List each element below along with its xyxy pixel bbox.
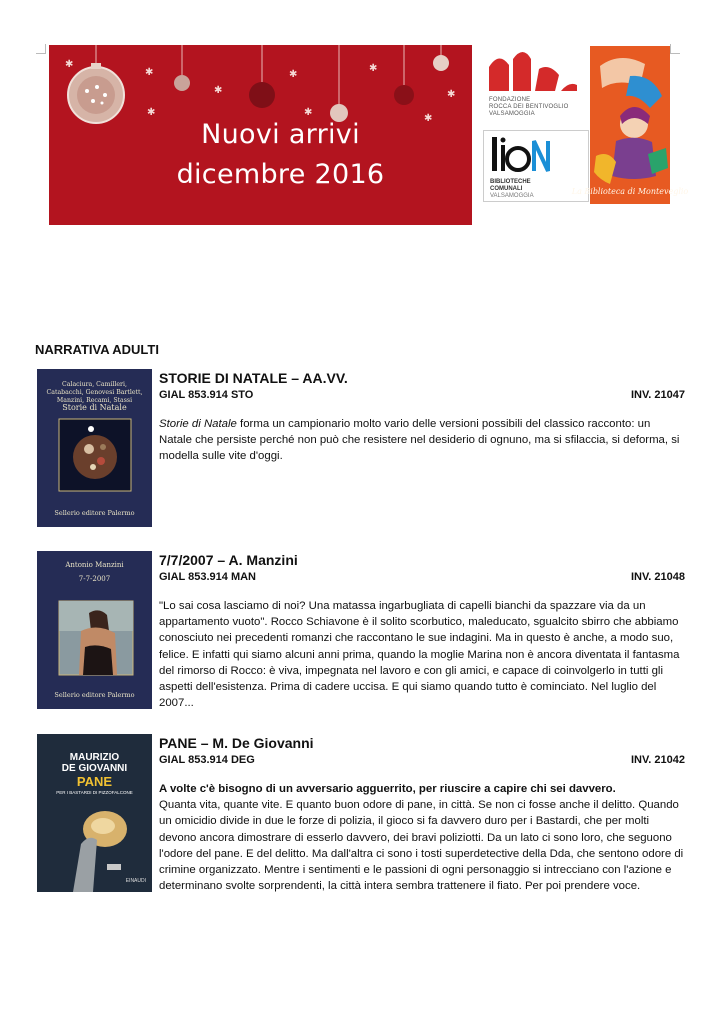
inventory-number: INV. 21048	[630, 571, 685, 583]
book-cover	[37, 369, 152, 527]
cover-authors: Calaciura, Camilleri, Catabacchi, Genovesi Bartlett, Manzini, Recami, Stassi	[46, 381, 143, 404]
cover-title: 7-7-2007	[78, 575, 111, 583]
svg-text:✱: ✱	[289, 69, 298, 80]
book-cover	[37, 734, 152, 892]
illustration-graphic	[571, 46, 689, 204]
book-cover	[37, 551, 152, 709]
banner-line-2: dicembre 2016	[176, 159, 385, 190]
cover-publisher: EINAUDI	[125, 878, 146, 884]
shelf-code: GIAL 853.914 MAN	[159, 571, 257, 583]
header-banner	[49, 45, 472, 225]
fondazione-line-3: VALSAMOGGIA	[489, 111, 535, 117]
cover-publisher: Sellerio editore Palermo	[54, 691, 135, 699]
svg-text:✱: ✱	[447, 89, 456, 100]
svg-text:✱: ✱	[424, 113, 433, 124]
book-description	[159, 781, 685, 894]
banner-title	[49, 115, 472, 195]
description-lead: A volte c'è bisogno di un avversario agguerrito, per riuscire a capire chi sei davvero.	[159, 783, 616, 795]
svg-text:✱: ✱	[145, 67, 154, 78]
description-text: Quanta vita, quante vite. E quanto buon odore di pane, in città. Se non ci fosse anche il delitto. Quando un omicidio divide in due le forze di polizia, il gioco si fa davvero duro per i Bastardi, che per molti devono ancora dimostrare di esserlo davvero, dei bravi poliziotti. Da un lato ci sono loro, che seguono l'odore del pane. E del delitto. Ma dall'altra ci sono i tosti superdetective della Dda, che sentono odore di crimine organizzato. Mentre i sentimenti e le passioni di ogni personaggio si intrecciano con l'azione e determinano svolte sorprendenti, la città intera sembra trattenere il fiato. Per poi prendere voce.	[159, 799, 684, 893]
banner-line-1: Nuovi arrivi	[201, 119, 360, 150]
cover-art	[37, 551, 152, 709]
description-text: forma un campionario molto vario delle versioni possibili del classico racconto: un Natale che persiste perché non può che resistere nel desiderio di ognuno, ma si sfilaccia, si deforma, si modella sulle vite d'oggi.	[159, 418, 680, 463]
cover-art	[37, 369, 152, 527]
inventory-number: INV. 21042	[630, 754, 685, 766]
shelf-code: GIAL 853.914 STO	[159, 389, 254, 401]
biblioteche-line-3: VALSAMOGGIA	[490, 193, 534, 199]
biblioteche-line-2: COMUNALI	[490, 186, 523, 192]
illustration-caption: La Biblioteca di Monteveglio	[571, 187, 689, 196]
cover-author-first: MAURIZIO	[69, 752, 120, 763]
crop-mark-left	[36, 44, 46, 54]
svg-text:✱: ✱	[214, 85, 223, 96]
svg-text:✱: ✱	[369, 63, 378, 74]
fondazione-logo	[485, 45, 585, 125]
cover-publisher: Sellerio editore Palermo	[54, 509, 135, 517]
biblioteche-line-1: BIBLIOTECHE	[490, 179, 531, 185]
fondazione-mark-icon	[485, 45, 585, 95]
inventory-number: INV. 21047	[630, 389, 685, 401]
cover-author: Antonio Manzini	[65, 561, 124, 569]
biblioteca-illustration	[571, 46, 689, 204]
book-title: PANE – M. De Giovanni	[159, 735, 314, 751]
cover-title: Storie di Natale	[62, 403, 127, 412]
fondazione-line-1: FONDAZIONE	[489, 97, 531, 103]
book-title: 7/7/2007 – A. Manzini	[159, 552, 298, 568]
book-description: "Lo sai cosa lasciamo di noi? Una matassa ingarbugliata di capelli bianchi da spazzare via da un appartamento vuoto". Rocco Schiavone è il solito scorbutico, maleducato, sgualcito sbirro che abbiamo conosciuto nei precedenti romanzi che raccontano le sue indagini. Ma in questo è anche, a modo suo, felice. E infatti qui siamo alcuni anni prima, quando la moglie Marina non è ancora diventata il fantasma del rimorso di Rocco: è viva, impegnata nel lavoro e con gli amici, e capace di coinvolgerlo in tutti gli aspetti dell'esistenza. Prima di cadere uccisa. E qui siamo quando tutto è cominciato. Nel luglio del 2007...	[159, 600, 680, 710]
svg-text:✱: ✱	[147, 107, 156, 118]
svg-text:✱: ✱	[65, 59, 74, 70]
cover-title: PANE	[76, 774, 113, 789]
biblioteche-mark-icon	[484, 131, 588, 177]
fondazione-line-2: ROCCA DEI BENTIVOGLIO	[489, 104, 569, 110]
book-title: STORIE DI NATALE – AA.VV.	[159, 370, 348, 386]
section-title: NARRATIVA ADULTI	[35, 342, 159, 357]
shelf-code: GIAL 853.914 DEG	[159, 754, 255, 766]
crop-mark-right	[670, 44, 680, 54]
book-description	[159, 416, 685, 465]
cover-subtitle: PER I BASTARDI DI PIZZOFALCONE	[56, 790, 133, 795]
svg-text:✱: ✱	[304, 107, 313, 118]
description-italic-title: Storie di Natale	[159, 418, 237, 430]
cover-author-last: DE GIOVANNI	[61, 763, 128, 774]
